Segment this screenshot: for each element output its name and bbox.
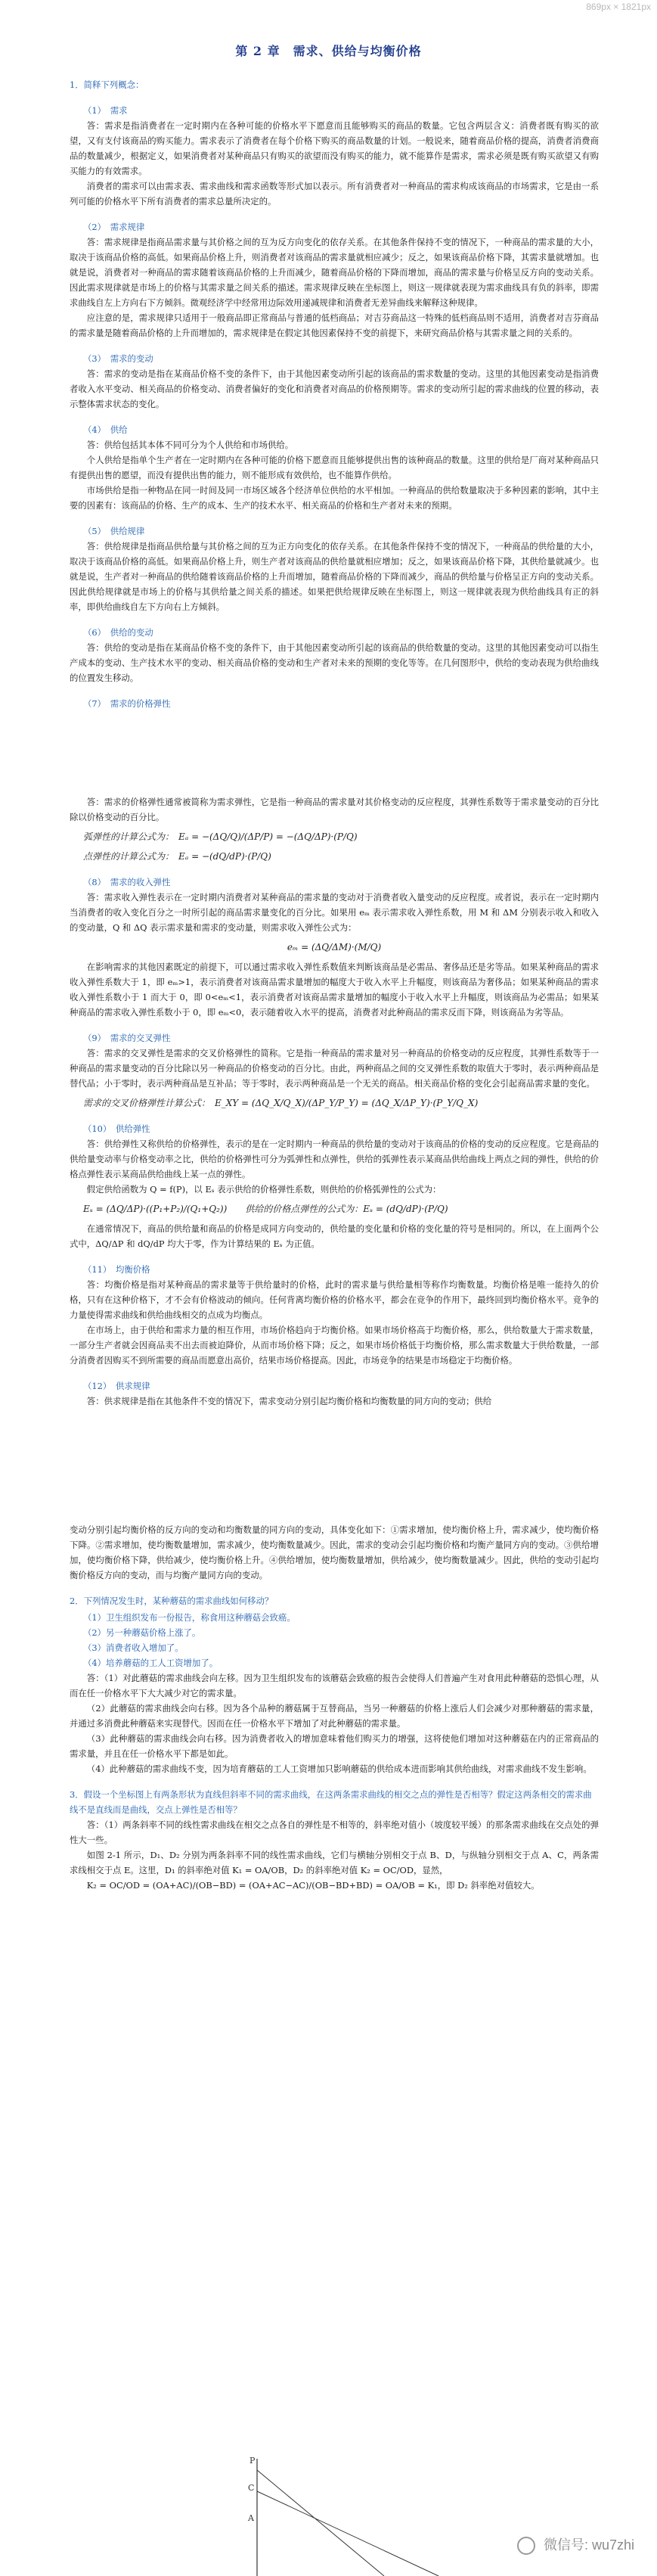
point-label-a: A — [248, 2513, 254, 2523]
question-2-b: （2）另一种蘑菇价格上涨了。 — [83, 1627, 201, 1638]
subheading-equilibrium-price: （11） 均衡价格 — [83, 1264, 150, 1275]
question-2-c: （3）消费者收入增加了。 — [83, 1642, 184, 1653]
answer-supply-2: 个人供给是指单个生产者在一定时期内在各种可能的价格下愿意而且能够提供出售的该种商品的数量。这里的供给是厂商对某种商品只有提供出售的愿望，而没有提供出售的能力，则不能形成有效供给，也不能算作供给。 — [70, 455, 599, 480]
answer-2-b: （2）此蘑菇的需求曲线会向右移。因为各个品种的蘑菇属于互替商品，当另一种蘑菇的价格上涨后人们会减少对那种蘑菇的需求量，并通过多消费此种蘑菇来实现替代。因而在任一价格水平下增加了对此种蘑菇的需求量。 — [70, 1703, 599, 1729]
watermark — [517, 2534, 634, 2555]
wechat-icon — [517, 2537, 535, 2555]
subheading-income-elasticity: （8） 需求的收入弹性 — [83, 877, 171, 887]
answer-demand-2: 消费者的需求可以由需求表、需求曲线和需求函数等形式加以表示。所有消费者对一种商品的需求构成该商品的市场需求，它是由一系列可能的价格水平下所有消费者的需求总量所决定的。 — [70, 181, 599, 207]
subheading-supply-elasticity: （10） 供给弹性 — [83, 1123, 150, 1134]
formula-supply-elasticity: Eₛ = (ΔQ/ΔP)·((P₁+P₂)/(Q₁+Q₂)) 供给的价格点弹性的公式为：Eₛ = (dQ/dP)·(P/Q) — [83, 1204, 448, 1214]
answer-income-elasticity: 答：需求收入弹性表示在一定时期内消费者对某种商品的需求量的变动对于消费者收入量变动的反应程度。或者说，表示在一定时期内当消费者的收入变化百分之一时所引起的商品需求量变化的百分比。如果用 eₘ 表示需求收入弹性系数，用 M 和 ΔM 分别表示收入和收入的变动量，Q 和 ΔQ 表示需求量和需求的变动量，则需求收入弹性公式为： — [70, 892, 599, 933]
answer-3-3: K₂ = OC/OD = (OA+AC)/(OB−BD) = (OA+AC−AC)/(OB−BD+BD) = OA/OB = K₁，即 D₂ 斜率绝对值较大。 — [86, 1880, 540, 1891]
answer-demand-change: 答：需求的变动是指在某商品价格不变的条件下，由于其他因素变动所引起的该商品的需求数量的变动。这里的其他因素变动是指消费者收入水平变动、相关商品的价格变动、消费者偏好的变化和消费者对商品的价格预期等。需求的变动所引起的需求曲线的位置的移动，表示整体需求状态的变化。 — [70, 368, 599, 409]
answer-3-2: 如图 2-1 所示，D₁、D₂ 分别为两条斜率不同的线性需求曲线，它们与横轴分别相交于点 B、D，与纵轴分别相交于点 A、C，两条需求线相交于点 E。这里，D₁ 的斜率绝对值 K₁ = OA/OB，D₂ 的斜率绝对值 K₂ = OC/OD，显然， — [70, 1850, 599, 1875]
answer-equilibrium-price: 答：均衡价格是指对某种商品的需求量等于供给量时的价格，此时的需求量与供给量相等称作均衡数量。均衡价格是唯一能持久的价格，只有在这种价格下，才不会有价格波动的倾向。任何背离均衡价格的价格水平，都会在竞争的作用下，最终回到均衡价格水平。竞争的力量使得需求曲线和供给曲线相交的点成为均衡点。 — [70, 1279, 599, 1320]
subheading-law-of-supply-demand: （12） 供求规律 — [83, 1381, 150, 1391]
formula-point-elasticity: 点弹性的计算公式为： Eₐ = −(dQ/dP)·(P/Q) — [83, 851, 271, 862]
document-body — [70, 73, 599, 1893]
answer-equilibrium-price-2: 在市场上，由于供给和需求力量的相互作用，市场价格趋向于均衡价格。如果市场价格高于均衡价格，那么，供给数量大于需求数量，一部分生产者就会因商品卖不出去而被迫降价，从而市场价格下降；反之，如果市场价格低于均衡价格，那么需求数量大于供给数量，一部分消费者因购买不到所需要的商品而愿意出高价，结果市场价格提高。因此，市场竞争的结果是市场稳定于均衡价格。 — [70, 1325, 599, 1366]
subheading-supply-change: （6） 供给的变动 — [83, 627, 153, 638]
question-2-a: （1）卫生组织发布一份报告，称食用这种蘑菇会致癌。 — [83, 1612, 296, 1623]
answer-supply-change: 答：供给的变动是指在某商品价格不变的条件下，由于其他因素变动所引起的该商品的供给数量的变动。这里的其他因素变动可以指生产成本的变动、生产技术水平的变动、相关商品价格的变动和生产者对未来的预期的变化等等。在几何图形中，供给的变动表现为供给曲线的位置发生移动。 — [70, 642, 599, 683]
image-size-label: 869px × 1821px — [586, 2, 651, 12]
axis-label-p: P — [249, 2456, 256, 2466]
answer-supply-elasticity: 答：供给弹性又称供给的价格弹性，表示的是在一定时期内一种商品的供给量的变动对于该商品的价格的变动的反应程度。它是商品的供给量变动率与价格变动率之比，供给的价格弹性可分为弧弹性和点弹性，供给的弧弹性表示某商品供给曲线上两点之间的弹性，供给的价格点弹性表示某商品供给曲线上某一点的弹性。 — [70, 1139, 599, 1179]
figure-2-1-chart — [227, 2451, 469, 2576]
answer-supply-3: 市场供给是指一种物品在同一时间及同一市场区域各个经济单位供给的水平相加。一种商品的供给数量取决于多种因素的影响，其中主要的因素有：该商品的价格、生产的成本、生产的技术水平、相关商品的价格和生产者对未来的预期。 — [70, 485, 599, 511]
subheading-demand: （1） 需求 — [83, 105, 128, 116]
answer-cross-elasticity: 答：需求的交叉弹性是需求的交叉价格弹性的简称。它是指一种商品的需求量对另一种商品的价格变动的反应程度，其弹性系数等于一种商品的需求量变动的百分比除以另一种商品的价格变动的百分比。由此，两种商品之间的交叉弹性系数的取值大于零时，表示两种商品是替代品；小于零时，表示两种商品是互补品；等于零时，表示两种商品是一个无关的商品。相关商品价格的变化会引起商品需求量的变化。 — [70, 1048, 599, 1089]
subheading-law-of-supply: （5） 供给规律 — [83, 526, 145, 536]
answer-price-elasticity: 答：需求的价格弹性通常被简称为需求弹性，它是指一种商品的需求量对其价格变动的反应程度，其弹性系数等于需求量变动的百分比除以价格变动的百分比。 — [70, 797, 599, 822]
answer-law-of-supply: 答：供给规律是指商品供给量与其价格之间的互为正方向变化的依存关系。在其他条件保持不变的情况下，一种商品的供给量的大小，取决于该商品价格的高低。如果商品价格上升，则生产者对该商品的供给量就相应增加；反之，如果该商品价格下降，其供给量就减少。也就是说，生产者对一种商品的供给随着该商品价格的上升而增加，随着商品价格的下降而减少，商品的供给量与价格呈正方向的变动关系。因此供给规律就是市场上的价格与其供给量之间关系的描述。如果把供给规律反映在坐标图上，则这一规律就表现为供给曲线具有正的斜率，即供给曲线自左下方向右上方倾斜。 — [70, 541, 599, 612]
demand-line-d2 — [257, 2470, 384, 2576]
blank-spacer-2 — [70, 1409, 599, 1522]
demand-line-d1 — [257, 2491, 439, 2576]
watermark-text: 微信号: wu7zhi — [543, 2537, 634, 2553]
answer-3: 答：（1）两条斜率不同的线性需求曲线在相交之点各自的弹性是不相等的，斜率绝对值小（坡度较平缓）的那条需求曲线在交点处的弹性大一些。 — [70, 1819, 599, 1845]
answer-2-c: （3）此种蘑菇的需求曲线会向右移。因为消费者收入的增加意味着他们购买力的增强，这将使他们增加对这种蘑菇在内的正常商品的需求量，并且在任一价格水平下都是如此。 — [70, 1733, 599, 1759]
answer-supply-elasticity-2: 假定供给函数为 Q = f(P)，以 Eₛ 表示供给的价格弹性系数，则供给的价格弧弹性的公式为： — [86, 1184, 442, 1195]
subheading-demand-change: （3） 需求的变动 — [83, 353, 153, 364]
answer-2-d: （4）此种蘑菇的需求曲线不变，因为培育蘑菇的工人工资增加只影响蘑菇的供给成本进而影响其供给曲线，对需求曲线不发生影响。 — [86, 1763, 592, 1774]
subheading-cross-elasticity: （9） 需求的交叉弹性 — [83, 1033, 171, 1043]
question-3: 3．假设一个坐标图上有两条形状为直线但斜率不同的需求曲线，在这两条需求曲线的相交之点的弹性是否相等？假定这两条相交的需求曲线不是直线而是曲线，交点上弹性是否相等？ — [70, 1789, 592, 1815]
subheading-law-of-demand: （2） 需求规律 — [83, 222, 145, 232]
answer-income-elasticity-2: 在影响需求的其他因素既定的前提下，可以通过需求收入弹性系数值来判断该商品是必需品、奢侈品还是劣等品。如果某种商品的需求收入弹性系数大于 1，即 eₘ>1，表示消费者对该商品需求量增加的幅度大于收入水平上升幅度，则该商品为奢侈品；如果某种商品的需求收入弹性系数小于 1 而大于 0，即 0<eₘ<1，表示消费者对该商品需求量增加的幅度小于收入水平上升幅度，则该商品为必需品；如果某种商品的需求收入弹性系数小于 0，即 eₘ<0，表示随着收入水平的提高，消费者对此种商品的需求反而下降，则该商品为劣等品。 — [70, 962, 599, 1018]
answer-law-of-demand: 答：需求规律是指商品需求量与其价格之间的互为反方向变化的依存关系。在其他条件保持不变的情况下，一种商品的需求量的大小，取决于该商品价格的高低。如果商品价格上升，则消费者对该商品的需求量就相应减少；反之，如果该商品价格下降，其需求量就增加。也就是说，消费者对一种商品的需求随着该商品价格的上升而减少，随着商品价格的下降而增加，商品的需求量与价格呈反方向的变动关系。因此需求规律就是市场上的价格与其需求量之间关系的描述。需求规律反映在坐标图上，则这一规律就表现为需求曲线具有负的斜率，即需求曲线自左上方向右下方倾斜。微观经济学中经常用边际效用递减规律和消费者无差异曲线来解释这种规律。 — [70, 237, 599, 308]
answer-law-of-supply-demand: 答：供求规律是指在其他条件不变的情况下，需求变动分别引起均衡价格和均衡数量的同方向的变动；供给 — [86, 1396, 492, 1406]
subheading-supply: （4） 供给 — [83, 424, 128, 435]
answer-law-of-supply-demand-2: 变动分别引起均衡价格的反方向的变动和均衡数量的同方向的变动，具体变化如下：①需求增加，使均衡价格上升，需求减少，使均衡价格下降。②需求增加，使均衡数量增加，需求减少，使均衡数量减少。因此，需求的变动会引起均衡价格和均衡产量同方向的变动。③供给增加，使均衡价格下降，供给减少，使均衡价格上升。④供给增加，使均衡数量增加，供给减少，使均衡数量减少。因此，供给的变动引起均衡价格反方向的变动，而与均衡产量同方向的变动。 — [70, 1524, 599, 1580]
answer-supply-elasticity-3: 在通常情况下，商品的供给量和商品的价格是成同方向变动的，供给量的变化量和价格的变化量的符号是相同的。所以，在上面两个公式中，ΔQ/ΔP 和 dQ/dP 均大于零，作为计算结果的 Eₛ 为正值。 — [70, 1223, 599, 1249]
answer-supply: 答：供给包括其本体不同可分为个人供给和市场供给。 — [86, 440, 294, 450]
answer-demand: 答：需求是指消费者在一定时期内在各种可能的价格水平下愿意而且能够购买的商品的数量。它包含两层含义：消费者既有购买的欲望，又有支付该商品的购买能力。需求表示了消费者在每个价格下购买的商品数量的计划。一般说来，随着商品价格的提高，消费者消费商品的数量减少，根据定义，如果消费者对某种商品只有购买的欲望而没有购买的能力，就不能算作是需求，需求必须是既有购买欲望又有购买能力的有效需求。 — [70, 120, 599, 176]
blank-spacer — [70, 711, 599, 794]
formula-arc-elasticity: 弧弹性的计算公式为： Eₐ = −(ΔQ/Q)/(ΔP/P) = −(ΔQ/ΔP)·(P/Q) — [83, 831, 358, 842]
question-2: 2．下列情况发生时，某种蘑菇的需求曲线如何移动？ — [70, 1596, 274, 1606]
formula-income-elasticity: eₘ = (ΔQ/ΔM)·(M/Q) — [287, 942, 382, 952]
point-label-c: C — [248, 2483, 255, 2493]
answer-law-of-demand-2: 应注意的是，需求规律只适用于一般商品即正常商品与普通的低档商品；对吉芬商品这一特殊的低档商品则不适用，消费者对吉芬商品的需求量是随着商品价格的上升而增加的，需求规律是在假定其他因素保持不变的前提下，来研究商品价格与其需求量之间的关系的。 — [70, 312, 599, 338]
answer-2-a: 答：（1）对此蘑菇的需求曲线会向左移。因为卫生组织发布的该蘑菇会致癌的报告会使得人们普遍产生对食用此种蘑菇的恐惧心理，从而在任一价格水平下大大减少对它的需求量。 — [70, 1673, 599, 1698]
subheading-price-elasticity: （7） 需求的价格弹性 — [83, 698, 171, 709]
formula-cross-elasticity: 需求的交叉价格弹性计算公式： E_XY = (ΔQ_X/Q_X)/(ΔP_Y/P_Y) = (ΔQ_X/ΔP_Y)·(P_Y/Q_X) — [83, 1098, 479, 1108]
question-2-d: （4）培养蘑菇的工人工资增加了。 — [83, 1658, 218, 1668]
question-1: 1．简释下列概念： — [70, 79, 144, 90]
chapter-title: 第 2 章 需求、供给与均衡价格 — [235, 44, 422, 58]
